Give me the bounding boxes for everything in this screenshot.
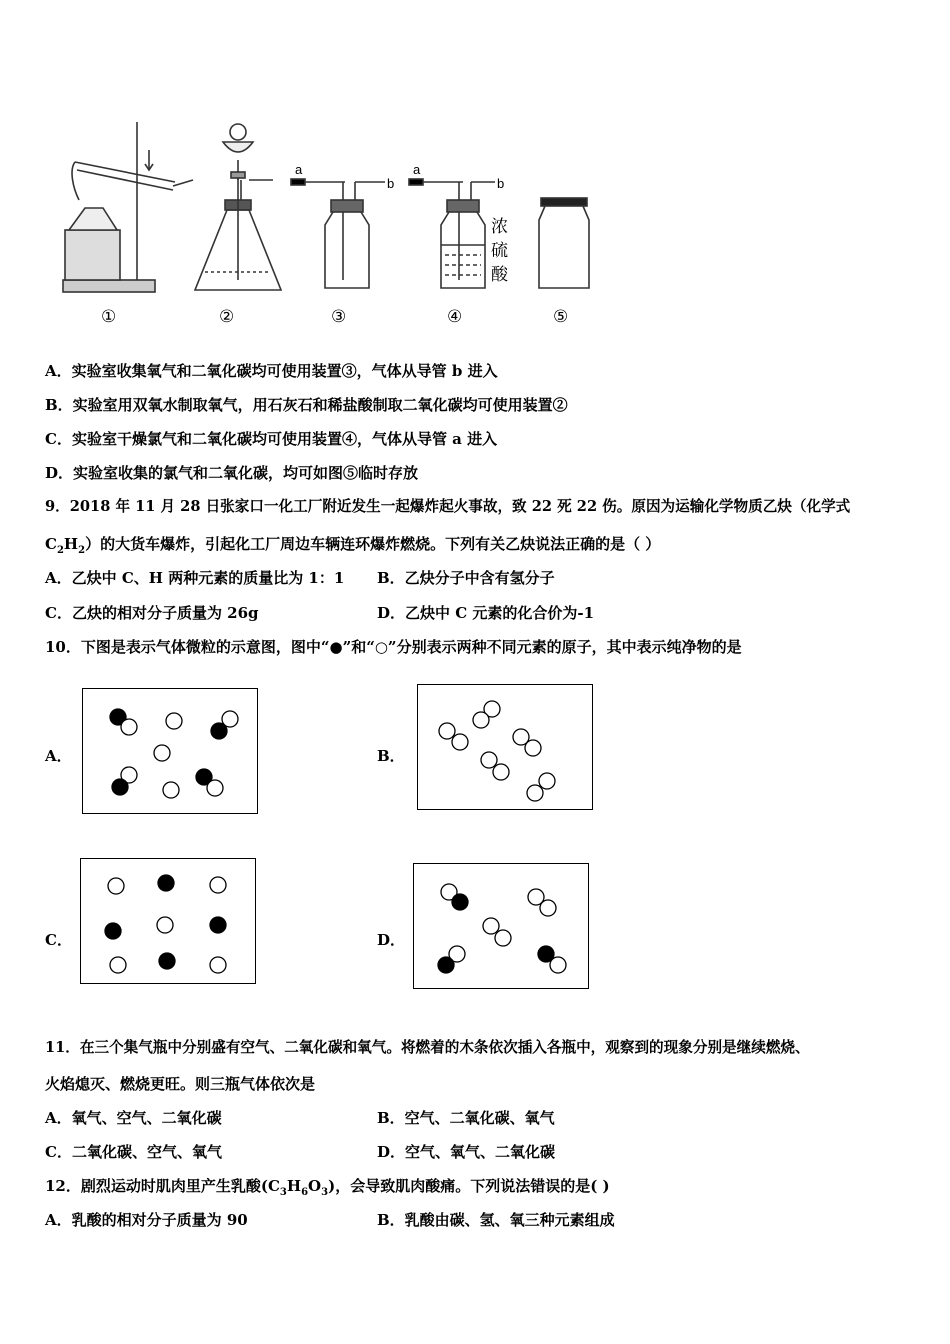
q9-stem-line1: 9．2018 年 11 月 28 日张家口一化工厂附近发生一起爆炸起火事故，致 22 死 22 伤。原因为运输化学物质乙炔（化学式: [45, 498, 851, 515]
q10-stem: 10．下图是表示气体微粒的示意图，图中“●”和“○”分别表示两种不同元素的原子，其中表示纯净物的是: [45, 638, 742, 656]
q10-particles-a: [83, 689, 259, 815]
q8-option-a: A．实验室收集氧气和二氧化碳均可使用装置③，气体从导管 b 进入: [45, 362, 498, 380]
q10-box-d: [413, 863, 589, 989]
apparatus-5-jar: [539, 198, 589, 288]
q10-box-b: [417, 684, 593, 810]
q10-particles-c: [81, 859, 257, 985]
q10-label-a: A．: [45, 747, 72, 765]
q10-box-c: [80, 858, 256, 984]
q11-stem-line2: 火焰熄灭、燃烧更旺。则三瓶气体依次是: [45, 1075, 316, 1093]
q10-particles-d: [414, 864, 590, 990]
q10-particles-b: [418, 685, 594, 811]
q11-stem-line1: 11．在三个集气瓶中分别盛有空气、二氧化碳和氧气。将燃着的木条依次插入各瓶中，观察到的现象分别是继续燃烧、: [45, 1039, 810, 1056]
q11-option-d: D．空气、氧气、二氧化碳: [377, 1143, 556, 1161]
q9-stem-line2: $C_2H_2$）的大货车爆炸，引起化工厂周边车辆连环爆炸燃烧。下列有关乙炔说法正确的是（ ）: [45, 535, 661, 556]
apparatus-figure: [55, 100, 615, 330]
q8-option-d: D．实验室收集的氯气和二氧化碳，均可如图⑤临时存放: [45, 464, 419, 482]
tube-label-a-4: a: [413, 162, 421, 177]
q10-label-c: C．: [45, 931, 72, 949]
q12-stem: 12．剧烈运动时肌肉里产生乳酸$(C_3H_6O_3)$，会导致肌肉酸痛。下列说法错误的是( ): [45, 1177, 610, 1198]
q8-option-c: C．实验室干燥氯气和二氧化碳均可使用装置④，气体从导管 a 进入: [45, 430, 498, 448]
q12-option-a: A．乳酸的相对分子质量为 90: [45, 1211, 248, 1229]
q10-label-d: D．: [377, 931, 406, 949]
q11-option-a: A．氧气、空气、二氧化碳: [45, 1109, 222, 1127]
tube-label-b-4: b: [497, 176, 505, 191]
apparatus-label-5: ⑤: [553, 307, 569, 327]
tube-label-b-3: b: [387, 176, 395, 191]
q12-option-b: B．乳酸由碳、氢、氧三种元素组成: [377, 1211, 615, 1229]
q8-option-b: B．实验室用双氧水制取氧气，用石灰石和稀盐酸制取二氧化碳均可使用装置②: [45, 396, 568, 414]
q10-box-a: [82, 688, 258, 814]
q9-option-b: B．乙炔分子中含有氢分子: [377, 569, 555, 587]
apparatus-label-4: ④: [447, 307, 463, 327]
apparatus-4-acid-bottle: [409, 179, 495, 288]
acid-label-3: 酸: [491, 265, 508, 285]
tube-label-a-3: a: [295, 162, 303, 177]
q11-option-c: C．二氧化碳、空气、氧气: [45, 1143, 222, 1161]
apparatus-label-1: ①: [101, 307, 117, 327]
q10-label-b: B．: [377, 747, 405, 765]
acid-label-2: 硫: [491, 241, 508, 261]
apparatus-label-2: ②: [219, 307, 235, 327]
q11-option-b: B．空气、二氧化碳、氧气: [377, 1109, 555, 1127]
q9-option-d: D．乙炔中 C 元素的化合价为-1: [377, 604, 595, 622]
q9-option-c: C．乙炔的相对分子质量为 26g: [45, 604, 259, 622]
apparatus-label-3: ③: [331, 307, 347, 327]
apparatus-1-heating: [63, 122, 193, 292]
apparatus-3-bottle: [291, 179, 385, 288]
q9-option-a: A．乙炔中 C、H 两种元素的质量比为 1：1: [45, 569, 345, 587]
acid-label-1: 浓: [491, 217, 508, 237]
apparatus-2-flask: [195, 124, 281, 290]
